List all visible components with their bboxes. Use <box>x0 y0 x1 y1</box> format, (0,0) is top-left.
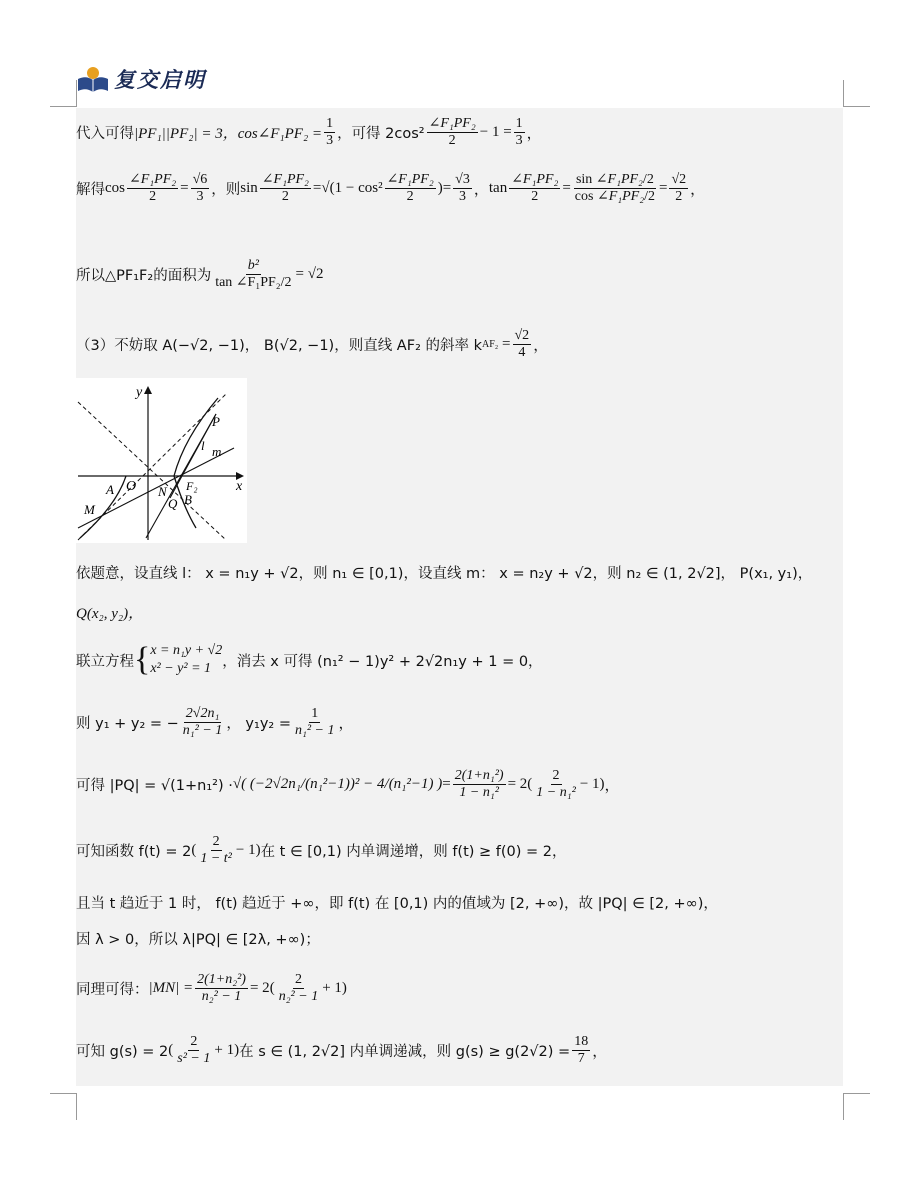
fraction: $\frac{\text{2(1+n₁²)}}{\text{1 − n₁²}}$ <box>454 768 504 801</box>
crop-mark-bottom-right <box>843 1093 870 1120</box>
text-line-14: 可知 g(s) = 2 ( $\frac{2}{\text{s² − 1}}$ + 1 ) 在 s ∈ (1, 2√2] 内单调递减，则 g(s) ≥ g(2√2) = $\frac{18}{7}$ ， <box>76 1034 608 1067</box>
fraction: $\frac{\text{∠F₁PF₂}}{2}$ <box>261 172 309 205</box>
text-line-9: 可得 |PQ| = √(1+n₁²) · √( (−2√2n₁/(n₁²−1))² − 4/(n₁²−1) ) = $\frac{\text{2(1+n₁²)}}{\text{1 − n₁²}}$ = 2 ( $\frac{2}{\text{1 − n₁²}}$ − 1 ) ， <box>76 768 620 801</box>
fraction: $\frac{\text{∠F₁PF₂}}{2}$ <box>511 172 559 205</box>
label-A: A <box>106 482 114 497</box>
page-header <box>76 64 206 94</box>
label-M: M <box>84 502 95 517</box>
book-logo-icon <box>76 65 110 93</box>
text-line-12: 因 λ > 0，所以 λ|PQ| ∈ [2λ, +∞)； <box>76 932 320 948</box>
fraction: $\frac{√3}{3}$ <box>455 172 470 205</box>
fraction: $\frac{\text{∠F₁PF₂}}{2}$ <box>428 116 476 149</box>
text-line-4: （3）不妨取 A(−√2, −1)， B(√2, −1)，则直线 AF₂ 的斜率 k AF₂ = $\frac{√2}{4}$ ， <box>76 328 549 361</box>
text-line-8: 则 y₁ + y₂ = − $\frac{\text{2√2n₁}}{\text{n₁² − 1}}$ ， y₁y₂ = $\frac{1}{\text{n₁² − 1}}$ ， <box>76 706 354 739</box>
label-m: m <box>212 444 222 459</box>
text-line-5: 依题意，设直线 l： x = n₁y + √2，则 n₁ ∈ [0,1)，设直线 m： x = n₂y + √2，则 n₂ ∈ (1, 2√2]， P(x₁, y₁)， <box>76 566 813 582</box>
text-line-6: Q(x₂, y₂)， <box>76 606 144 622</box>
label-F2: F₂ <box>186 479 198 493</box>
text: ，可得 2cos² <box>337 126 425 143</box>
text-line-1: 代入可得 |PF₁||PF₂| = 3，cos∠F₁PF₂ = $\frac{1}{3}$ ，可得 2cos² $\frac{\text{∠F₁PF₂}}{2}$ − 1 = $\frac{1}{3}$ ， <box>76 116 542 149</box>
label-B: B <box>184 492 192 507</box>
fraction: $\frac{2}{\text{s² − 1}}$ <box>177 1034 211 1067</box>
document-content <box>76 108 843 1086</box>
math: − 1 = <box>479 124 512 141</box>
text: 解得 <box>76 182 105 199</box>
fraction: $\frac{\text{2√2n₁}}{\text{n₁² − 1}}$ <box>182 706 223 739</box>
fraction: $\frac{1}{3}$ <box>326 116 334 149</box>
fraction: $\frac{1}{\text{n₁² − 1}}$ <box>294 706 335 739</box>
fraction: $\frac{\text{2(1+n₂²)}}{\text{n₂² − 1}}$ <box>197 972 246 1005</box>
label-y: y <box>136 385 143 400</box>
brand-name: 复交启明 <box>114 67 206 92</box>
fraction: $\frac{\text{b²}}{\text{tan ∠F₁PF₂/2}}$ <box>215 258 292 291</box>
label-l: l <box>201 438 205 453</box>
label-x: x <box>236 479 243 494</box>
math: |PF₁||PF₂| = 3，cos∠F₁PF₂ = <box>134 126 323 143</box>
fraction: $\frac{2}{\text{n₂² − 1}}$ <box>278 972 319 1005</box>
label-P: P <box>212 414 220 429</box>
crop-mark-top-left <box>50 80 77 107</box>
fraction: $\frac{√2}{2}$ <box>671 172 687 205</box>
fraction: $\frac{√6}{3}$ <box>192 172 208 205</box>
crop-mark-bottom-left <box>50 1093 77 1120</box>
crop-mark-top-right <box>843 80 870 107</box>
text-line-3: 所以△PF₁F₂的面积为 $\frac{\text{b²}}{\text{tan ∠F₁PF₂/2}}$ = √2 <box>76 258 324 291</box>
fraction: $\frac{√2}{4}$ <box>514 328 530 361</box>
text-line-7: 联立方程 { x = n₁y + √2 x² − y² = 1 ，消去 x 可得 (n₁² − 1)y² + 2√2n₁y + 1 = 0， <box>76 641 543 679</box>
fraction: $\frac{\text{∠F₁PF₂}}{2}$ <box>129 172 177 205</box>
fraction: $\frac{1}{3}$ <box>515 116 523 149</box>
label-N: N <box>158 484 167 499</box>
fraction: $\frac{2}{\text{1 − t²}}$ <box>200 834 232 867</box>
label-O: O <box>126 479 137 494</box>
fraction: $\frac{\text{∠F₁PF₂}}{2}$ <box>386 172 434 205</box>
fraction: $\frac{2}{\text{1 − n₁²}}$ <box>536 768 576 801</box>
text: 代入可得 <box>76 126 134 143</box>
label-Q: Q <box>168 496 178 511</box>
text-line-10: 可知函数 f(t) = 2 ( $\frac{2}{\text{1 − t²}}$ − 1 ) 在 t ∈ [0,1) 内单调递增，则 f(t) ≥ f(0) = 2， <box>76 834 567 867</box>
fraction: $\frac{\text{sin ∠F₁PF₂/2}}{\text{cos ∠F₁PF₂/2}}$ <box>574 172 655 205</box>
text-line-13: 同理可得： |MN| = $\frac{\text{2(1+n₂²)}}{\text{n₂² − 1}}$ = 2 ( $\frac{2}{\text{n₂² − 1}}$ + 1 ) <box>76 972 347 1005</box>
fraction: $\frac{18}{7}$ <box>574 1034 589 1067</box>
text-line-2: 解得 cos $\frac{\text{∠F₁PF₂}}{2}$ = $\frac{√6}{3}$ ，则 sin $\frac{\text{∠F₁PF₂}}{2}$ = √(1 − cos² $\frac{\text{∠F₁PF₂}}{2}$ ) = $\frac{√3}{3}$ ， tan $\frac{\text{∠F₁PF₂}}{2}$ = $\frac{\text{sin ∠F₁PF₂/2}}{\text{cos ∠F₁PF₂/2}}$ = $\frac{√2}{2}$ ， <box>76 172 706 205</box>
text-line-11: 且当 t 趋近于 1 时， f(t) 趋近于 +∞，即 f(t) 在 [0,1) 内的值域为 [2, +∞)，故 |PQ| ∈ [2, +∞)， <box>76 896 718 912</box>
hyperbola-figure <box>76 378 247 543</box>
